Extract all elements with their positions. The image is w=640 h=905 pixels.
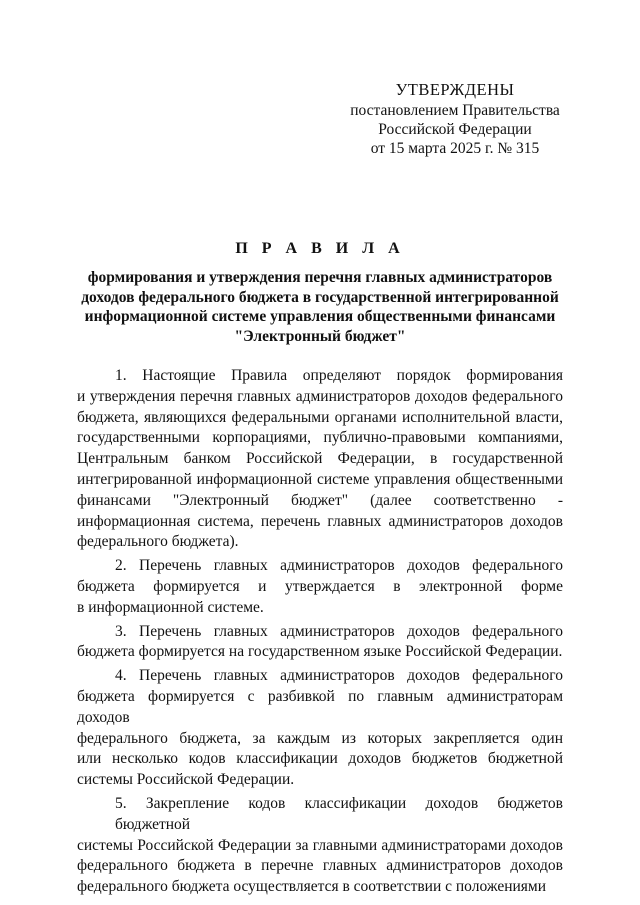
- paragraph-line: федерального бюджета, за каждым из которых закрепляется один: [77, 729, 563, 747]
- approval-line-government: Российской Федерации: [378, 121, 532, 138]
- paragraph-line: информационная система, перечень главных администраторов доходов: [77, 512, 563, 530]
- paragraph-line: 3. Перечень главных администраторов доходов федерального: [115, 622, 563, 640]
- paragraph-line: или несколько кодов классификации доходов бюджетов бюджетной: [77, 750, 563, 768]
- paragraph-line: 4. Перечень главных администраторов доходов федерального: [115, 667, 563, 685]
- subtitle-line: доходов федерального бюджета в государственной интегрированной: [81, 288, 559, 306]
- subtitle-line: информационной системе управления общественными финансами: [84, 308, 556, 325]
- paragraph-line: системы Российской Федерации за главными администраторами доходов: [77, 836, 563, 854]
- paragraph-line: 2. Перечень главных администраторов доходов федерального: [115, 557, 563, 575]
- paragraph-line: системы Российской Федерации.: [77, 771, 295, 789]
- paragraph-line: федерального бюджета осуществляется в соответствии с положениями: [77, 878, 547, 896]
- paragraph-line: федерального бюджета).: [77, 533, 239, 551]
- approval-stamp: [340, 80, 570, 158]
- paragraph-line: бюджета формируется с разбивкой по главным администраторам доходов: [77, 687, 563, 726]
- paragraph-line: бюджета формируется и утверждается в электронной форме: [77, 577, 563, 595]
- document-title: П Р А В И Л А: [235, 240, 405, 257]
- paragraph-line: федерального бюджета в перечне главных администраторов доходов: [77, 857, 563, 875]
- approval-title: УТВЕРЖДЕНЫ: [395, 80, 515, 99]
- paragraph-line: бюджета формируется на государственном языке Российской Федерации.: [77, 643, 563, 661]
- paragraph-5: [77, 794, 563, 898]
- paragraph-line: 1. Настоящие Правила определяют порядок формирования: [115, 367, 563, 384]
- document-subtitle: [78, 268, 562, 346]
- paragraph-line: интегрированной информационной системе управления общественными: [77, 470, 563, 488]
- paragraph-line: и утверждения перечня главных администраторов доходов федерального: [77, 387, 563, 405]
- document-body: [77, 366, 563, 901]
- subtitle-line: формирования и утверждения перечня главных администраторов: [87, 269, 553, 286]
- paragraph-line: бюджета, являющихся федеральными органами исполнительной власти,: [77, 408, 563, 426]
- paragraph-line: Центральным банком Российской Федерации, в государственной: [77, 450, 563, 468]
- subtitle-line: "Электронный бюджет": [234, 327, 406, 345]
- approval-line-decree: постановлением Правительства: [350, 102, 560, 119]
- paragraph-4: [77, 666, 563, 791]
- paragraph-line: государственными корпорациями, публично-правовыми компаниями,: [77, 429, 563, 447]
- approval-line-date-number: от 15 марта 2025 г. № 315: [370, 140, 540, 157]
- paragraph-line: финансами "Электронный бюджет" (далее соответственно -: [77, 491, 563, 509]
- paragraph-2: [77, 556, 563, 618]
- paragraph-3: [77, 622, 563, 664]
- paragraph-1: [77, 366, 563, 553]
- paragraph-line: в информационной системе.: [77, 598, 264, 616]
- paragraph-line: 5. Закрепление кодов классификации доходов бюджетов бюджетной: [115, 794, 563, 833]
